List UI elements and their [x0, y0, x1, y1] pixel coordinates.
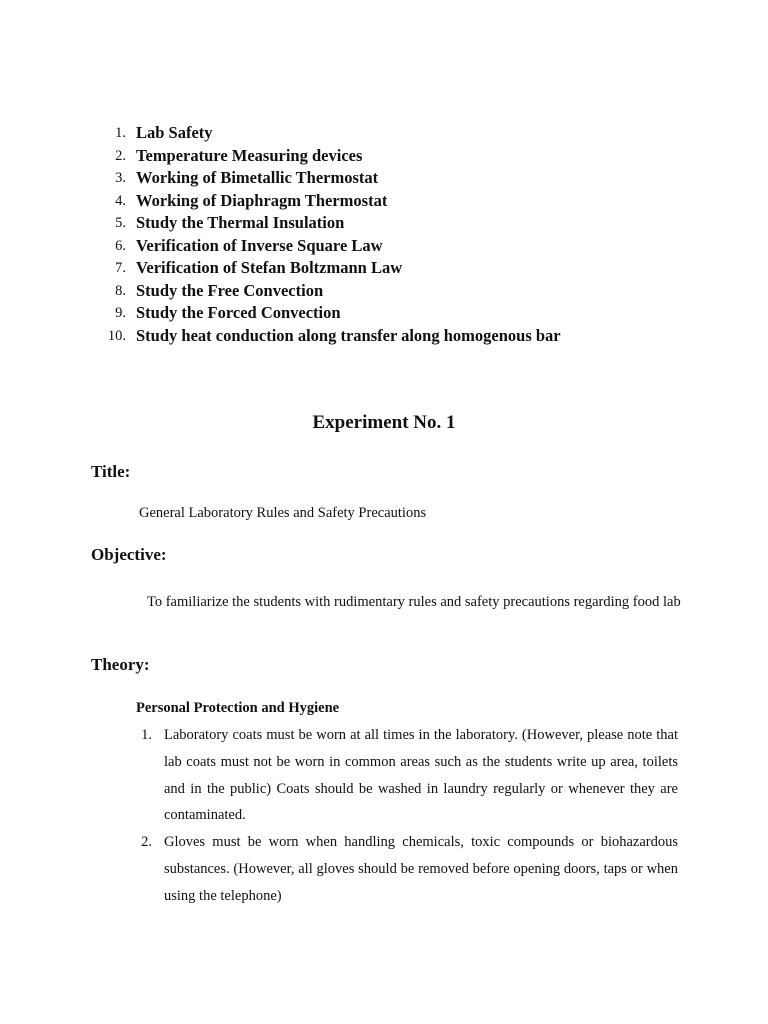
- list-item-label: Study heat conduction along transfer along homogenous bar: [136, 325, 561, 345]
- list-item-label: Study the Thermal Insulation: [136, 213, 345, 232]
- list-item-label: Temperature Measuring devices: [136, 145, 363, 165]
- list-item-text: Gloves must be worn when handling chemicals, toxic compounds or biohazardous substances. (However, all gloves should be removed before opening doors, taps or when using the telephone): [164, 834, 678, 904]
- theory-heading: Theory:: [91, 655, 150, 674]
- list-item-label: Verification of Stefan Boltzmann Law: [136, 258, 403, 277]
- list-item-number: 3.: [115, 170, 126, 186]
- list-item-number: 2.: [115, 147, 126, 164]
- list-item-label: Working of Diaphragm Thermostat: [136, 190, 388, 210]
- list-item-label: Lab Safety: [136, 123, 213, 142]
- list-item-number: 1.: [141, 727, 152, 743]
- list-item-number: 10.: [107, 327, 126, 344]
- title-text: General Laboratory Rules and Safety Precautions: [139, 505, 427, 521]
- list-item-number: 5.: [115, 215, 126, 231]
- experiment-heading: Experiment No. 1: [312, 412, 456, 433]
- list-item-number: 7.: [115, 260, 126, 276]
- list-item-label: Working of Bimetallic Thermostat: [136, 168, 379, 187]
- list-item-number: 4.: [115, 192, 126, 209]
- list-item-label: Study the Free Convection: [136, 280, 324, 300]
- list-item-label: Study the Forced Convection: [136, 303, 341, 322]
- rules-list: [0, 722, 678, 910]
- list-item-number: 6.: [115, 237, 126, 254]
- objective-heading: Objective:: [91, 545, 167, 564]
- list-item: [0, 722, 678, 829]
- list-item-label: Verification of Inverse Square Law: [136, 235, 383, 255]
- list-item-text: Laboratory coats must be worn at all times in the laboratory. (However, please note that lab coats must not be worn in common areas such as the students write up area, toilets and in the public) Coats should be washed in laundry regularly or whenever they are contaminated.: [164, 727, 678, 824]
- objective-text: To familiarize the students with rudimentary rules and safety precautions regarding food lab: [147, 594, 681, 610]
- theory-subheading: Personal Protection and Hygiene: [136, 700, 340, 716]
- list-item-number: 8.: [115, 282, 126, 299]
- list-item-number: 9.: [115, 305, 126, 321]
- list-item-number: 1.: [115, 125, 126, 141]
- list-item-number: 2.: [141, 834, 152, 851]
- list-item: [0, 829, 678, 909]
- title-heading: Title:: [91, 462, 131, 481]
